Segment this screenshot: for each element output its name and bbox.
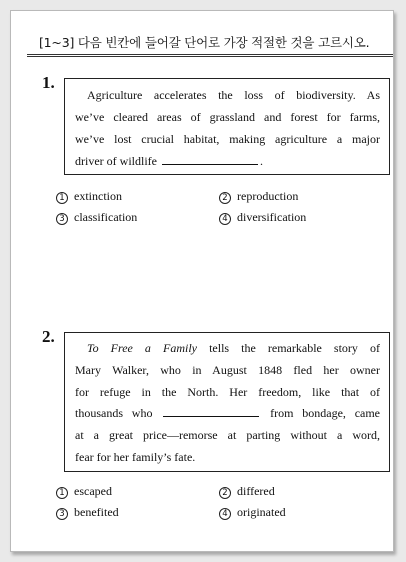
passage-line-with-blank [75, 403, 380, 425]
choice-4[interactable] [219, 207, 306, 228]
instruction-text: [1~3] 다음 빈칸에 들어갈 단어로 가장 적절한 것을 고르시오. [39, 35, 370, 50]
choice-label: benefited [74, 505, 119, 519]
choice-number-icon: 3 [56, 213, 68, 225]
choice-number-icon: 1 [56, 487, 68, 499]
question-1-passage [64, 78, 390, 175]
passage-text: driver of wildlife [75, 154, 157, 168]
choice-label: originated [237, 505, 286, 519]
passage-line: at a great price—remorse at parting without a word, [75, 428, 380, 443]
choice-2[interactable] [219, 186, 298, 207]
question-1-number: 1. [42, 73, 55, 92]
passage-line: fear for her family’s fate. [75, 449, 196, 464]
choice-4[interactable] [219, 502, 286, 523]
choice-2[interactable] [219, 481, 275, 502]
passage-line: for refuge in the North. Her freedom, like that of [75, 384, 380, 399]
choice-3[interactable] [56, 502, 119, 523]
choice-number-icon: 1 [56, 192, 68, 204]
passage-text: thousands who [75, 406, 153, 421]
passage-line: we’ve lost crucial habitat, making agriculture a major [75, 132, 380, 146]
choice-label: differed [237, 484, 275, 498]
choice-label: extinction [74, 189, 122, 203]
choice-number-icon: 2 [219, 192, 231, 204]
choice-number-icon: 4 [219, 508, 231, 520]
choice-label: classification [74, 210, 138, 224]
exam-page [10, 10, 394, 552]
answer-blank [162, 153, 258, 165]
passage-line: we’ve cleared areas of grassland and forest for farms, [75, 110, 380, 124]
passage-line-with-blank [75, 150, 380, 172]
choice-1[interactable] [56, 481, 112, 502]
choice-number-icon: 3 [56, 508, 68, 520]
question-2-number: 2. [42, 327, 55, 346]
book-title: To Free a Family [87, 341, 197, 355]
choice-number-icon: 4 [219, 213, 231, 225]
header-rule [27, 54, 393, 57]
passage-line: Agriculture accelerates the loss of biodiversity. As [87, 88, 380, 102]
passage-text: tells the remarkable story of [209, 341, 380, 355]
choice-number-icon: 2 [219, 487, 231, 499]
passage-line: Mary Walker, who in August 1848 fled her owner [75, 362, 380, 377]
passage-line [75, 338, 380, 360]
choice-1[interactable] [56, 186, 122, 207]
passage-text: from bondage, came [270, 406, 381, 421]
choice-3[interactable] [56, 207, 137, 228]
choice-label: reproduction [237, 189, 299, 203]
passage-end: . [259, 154, 263, 168]
choice-label: escaped [74, 484, 112, 498]
choice-label: diversification [237, 210, 307, 224]
question-2-passage [64, 332, 390, 472]
answer-blank [163, 405, 259, 417]
